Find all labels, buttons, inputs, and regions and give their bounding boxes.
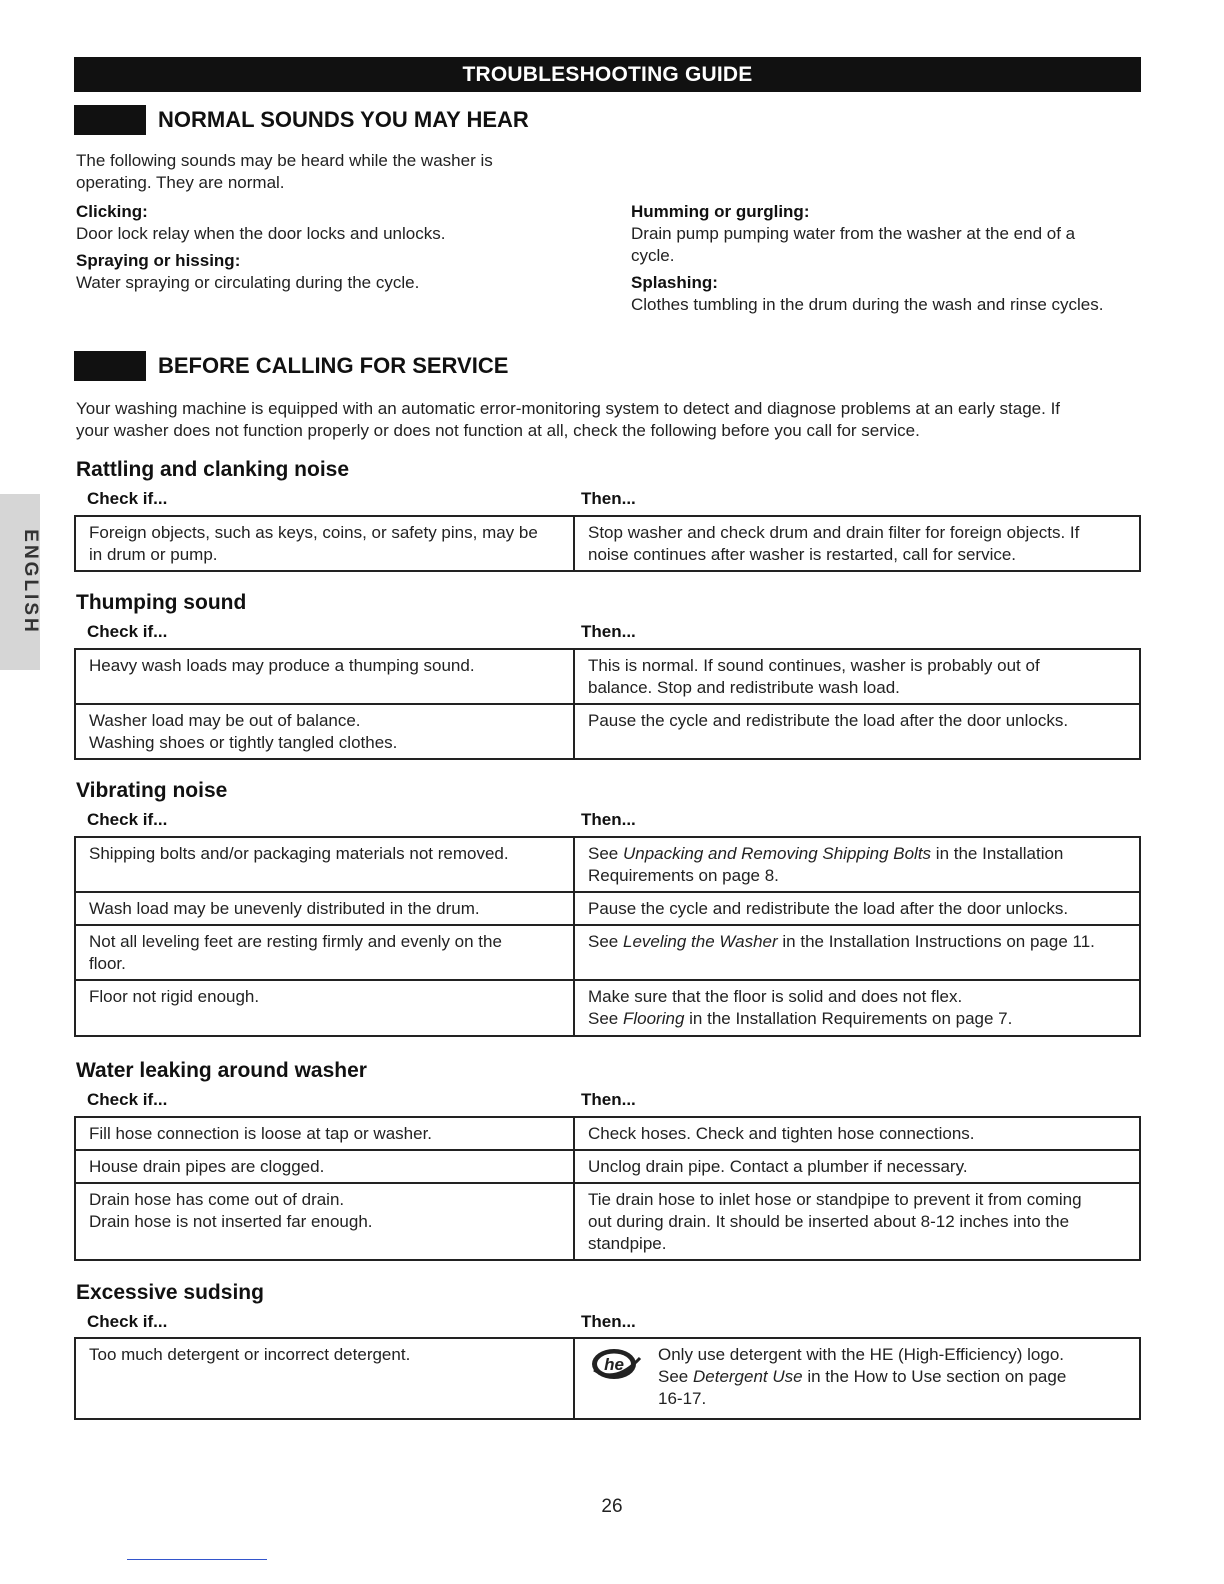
then-header: Then... bbox=[581, 622, 636, 641]
text-run: in the Installation bbox=[935, 844, 1064, 863]
cell-text: Only use detergent with the HE (High-Efficiency) logo. bbox=[658, 1345, 1064, 1364]
cell-text: Make sure that the floor is solid and does not flex. bbox=[588, 987, 963, 1006]
cell-text: Tie drain hose to inlet hose or standpipe to prevent it from coming bbox=[588, 1190, 1082, 1209]
language-side-tab bbox=[0, 494, 40, 670]
cell-text: Floor not rigid enough. bbox=[89, 987, 260, 1006]
then-header: Then... bbox=[581, 489, 636, 508]
check-if-header: Check if... bbox=[87, 810, 168, 829]
vibrating-table bbox=[74, 836, 1141, 1037]
then-cell bbox=[574, 516, 1140, 571]
he-row bbox=[588, 1344, 1127, 1410]
he-text bbox=[658, 1344, 1066, 1410]
normal-sounds-heading bbox=[74, 105, 529, 135]
table-row bbox=[75, 1117, 1140, 1150]
sudsing-table bbox=[74, 1337, 1141, 1420]
italic-reference: Leveling the Washer bbox=[622, 932, 778, 951]
normal-sounds-title: NORMAL SOUNDS YOU MAY HEAR bbox=[158, 107, 529, 132]
cell-text: Requirements on page 8. bbox=[588, 866, 779, 885]
italic-reference: Detergent Use bbox=[692, 1367, 803, 1386]
table-row bbox=[75, 704, 1140, 759]
sound-item-clicking bbox=[76, 201, 445, 245]
cell-text: Too much detergent or incorrect detergent. bbox=[89, 1345, 411, 1364]
intro-line: Your washing machine is equipped with an automatic error-monitoring system to detect and diagnose problems at an early stage. If bbox=[76, 399, 1061, 418]
table-row bbox=[75, 1183, 1140, 1260]
sound-description: Clothes tumbling in the drum during the wash and rinse cycles. bbox=[631, 295, 1104, 314]
sound-item-splashing bbox=[631, 272, 1103, 316]
then-cell bbox=[574, 1183, 1140, 1260]
cell-text: Shipping bolts and/or packaging materials not removed. bbox=[89, 844, 509, 863]
sound-description: cycle. bbox=[631, 246, 675, 265]
service-title: BEFORE CALLING FOR SERVICE bbox=[158, 353, 509, 378]
check-cell bbox=[75, 1117, 574, 1150]
cell-text: Fill hose connection is loose at tap or washer. bbox=[89, 1124, 433, 1143]
cell-text: in drum or pump. bbox=[89, 545, 218, 564]
check-cell bbox=[75, 1183, 574, 1260]
heading-bar bbox=[74, 351, 146, 381]
cell-text: Heavy wash loads may produce a thumping sound. bbox=[89, 656, 475, 675]
check-cell bbox=[75, 704, 574, 759]
table-row bbox=[75, 892, 1140, 925]
check-cell bbox=[75, 649, 574, 704]
sound-item-spraying bbox=[76, 250, 419, 294]
page-number: 26 bbox=[601, 1496, 623, 1517]
subsection-title: Excessive sudsing bbox=[76, 1281, 264, 1304]
service-heading bbox=[74, 351, 508, 381]
subsection-title: Thumping sound bbox=[76, 591, 247, 614]
sound-item-humming bbox=[631, 201, 1075, 267]
text-run: in the How to Use section on page bbox=[807, 1367, 1067, 1386]
check-if-header: Check if... bbox=[87, 1312, 168, 1331]
then-cell bbox=[574, 837, 1140, 892]
check-cell bbox=[75, 980, 574, 1036]
check-cell bbox=[75, 837, 574, 892]
table-row bbox=[75, 837, 1140, 892]
check-cell bbox=[75, 1338, 574, 1419]
cell-text: Washing shoes or tightly tangled clothes. bbox=[89, 733, 398, 752]
leaking-table bbox=[74, 1116, 1141, 1261]
sound-description: Door lock relay when the door locks and unlocks. bbox=[76, 224, 446, 243]
cell-text: balance. Stop and redistribute wash load. bbox=[588, 678, 900, 697]
cell-text: Not all leveling feet are resting firmly and evenly on the bbox=[89, 932, 502, 951]
cell-text: House drain pipes are clogged. bbox=[89, 1157, 325, 1176]
then-header: Then... bbox=[581, 1312, 636, 1331]
text-run: See bbox=[588, 1009, 619, 1028]
table-row bbox=[75, 925, 1140, 980]
cell-text: Foreign objects, such as keys, coins, or safety pins, may be bbox=[89, 523, 538, 542]
check-cell bbox=[75, 1150, 574, 1183]
cell-text: 16-17. bbox=[658, 1389, 707, 1408]
check-if-header: Check if... bbox=[87, 622, 168, 641]
then-header: Then... bbox=[581, 810, 636, 829]
sound-description: Water spraying or circulating during the cycle. bbox=[76, 273, 420, 292]
cell-text: Wash load may be unevenly distributed in the drum. bbox=[89, 899, 480, 918]
check-if-header: Check if... bbox=[87, 1090, 168, 1109]
cell-text: floor. bbox=[89, 954, 126, 973]
cell-text: Unclog drain pipe. Contact a plumber if necessary. bbox=[588, 1157, 968, 1176]
cell-text: out during drain. It should be inserted about 8-12 inches into the bbox=[588, 1212, 1070, 1231]
footer-rule bbox=[127, 1559, 267, 1560]
subsection-title: Vibrating noise bbox=[76, 779, 228, 802]
then-cell bbox=[574, 925, 1140, 980]
text-run: See bbox=[588, 932, 619, 951]
service-intro bbox=[76, 398, 1060, 442]
check-cell bbox=[75, 516, 574, 571]
cell-text: Drain hose has come out of drain. bbox=[89, 1190, 345, 1209]
italic-reference: Flooring bbox=[622, 1009, 685, 1028]
sound-description: Drain pump pumping water from the washer at the end of a bbox=[631, 224, 1076, 243]
then-cell bbox=[574, 980, 1140, 1036]
then-cell bbox=[574, 892, 1140, 925]
cell-text bbox=[588, 843, 1127, 865]
cell-text: Washer load may be out of balance. bbox=[89, 711, 361, 730]
cell-text: noise continues after washer is restarted, call for service. bbox=[588, 545, 1017, 564]
then-header: Then... bbox=[581, 1090, 636, 1109]
table-row bbox=[75, 1338, 1140, 1419]
cell-text: Pause the cycle and redistribute the load after the door unlocks. bbox=[588, 899, 1069, 918]
table-row bbox=[75, 516, 1140, 571]
then-cell bbox=[574, 1117, 1140, 1150]
cell-text bbox=[588, 1008, 1127, 1030]
normal-sounds-intro bbox=[76, 150, 493, 194]
text-run: See bbox=[588, 844, 619, 863]
language-tab-label: ENGLISH bbox=[20, 529, 41, 635]
then-cell bbox=[574, 1150, 1140, 1183]
page-title-banner: TROUBLESHOOTING GUIDE bbox=[74, 57, 1141, 92]
thumping-table bbox=[74, 648, 1141, 760]
cell-text bbox=[658, 1366, 1066, 1388]
then-cell bbox=[574, 649, 1140, 704]
then-cell bbox=[574, 704, 1140, 759]
he-logo-icon bbox=[588, 1344, 644, 1410]
then-cell bbox=[574, 1338, 1140, 1419]
cell-text: Check hoses. Check and tighten hose connections. bbox=[588, 1124, 975, 1143]
cell-text: This is normal. If sound continues, washer is probably out of bbox=[588, 656, 1040, 675]
sound-label: Spraying or hissing: bbox=[76, 251, 241, 270]
heading-bar bbox=[74, 105, 146, 135]
italic-reference: Unpacking and Removing Shipping Bolts bbox=[622, 844, 932, 863]
subsection-title: Water leaking around washer bbox=[76, 1059, 367, 1082]
cell-text: standpipe. bbox=[588, 1234, 667, 1253]
sound-label: Humming or gurgling: bbox=[631, 202, 810, 221]
intro-line: your washer does not function properly or does not function at all, check the following before you call for service. bbox=[76, 421, 920, 440]
cell-text: Pause the cycle and redistribute the load after the door unlocks. bbox=[588, 711, 1069, 730]
he-logo-text: he bbox=[604, 1355, 624, 1374]
table-row bbox=[75, 1150, 1140, 1183]
table-row bbox=[75, 649, 1140, 704]
rattling-table bbox=[74, 515, 1141, 572]
sound-label: Clicking: bbox=[76, 202, 148, 221]
intro-line: operating. They are normal. bbox=[76, 173, 285, 192]
text-run: See bbox=[658, 1367, 689, 1386]
check-if-header: Check if... bbox=[87, 489, 168, 508]
check-cell bbox=[75, 892, 574, 925]
cell-text: Drain hose is not inserted far enough. bbox=[89, 1212, 373, 1231]
text-run: in the Installation Instructions on page 11. bbox=[782, 932, 1095, 951]
sound-label: Splashing: bbox=[631, 273, 718, 292]
cell-text: Stop washer and check drum and drain filter for foreign objects. If bbox=[588, 523, 1080, 542]
intro-line: The following sounds may be heard while the washer is bbox=[76, 151, 493, 170]
cell-text bbox=[588, 931, 1127, 953]
check-cell bbox=[75, 925, 574, 980]
table-row bbox=[75, 980, 1140, 1036]
text-run: in the Installation Requirements on page 7. bbox=[689, 1009, 1013, 1028]
subsection-title: Rattling and clanking noise bbox=[76, 458, 350, 481]
